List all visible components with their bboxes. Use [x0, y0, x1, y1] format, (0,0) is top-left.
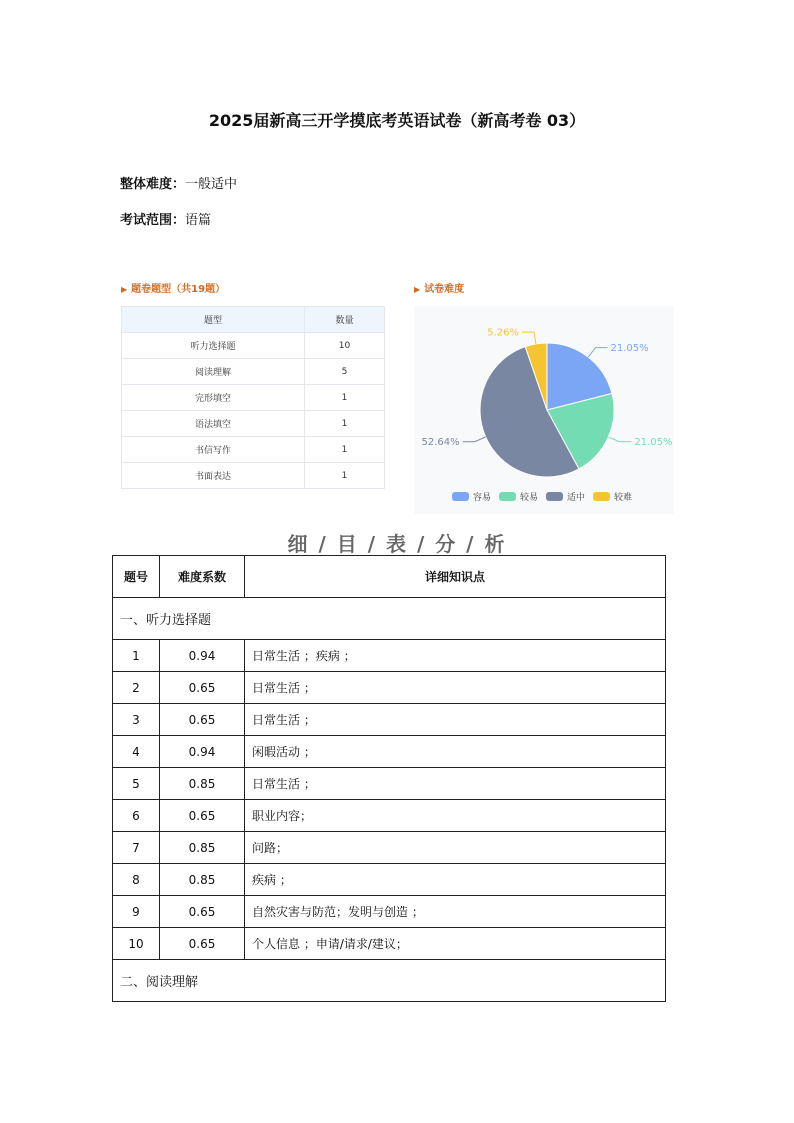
- pie-data-label: 52.64%: [421, 437, 460, 449]
- question-no: 1: [113, 640, 160, 672]
- qtype-col-type: 题型: [122, 307, 305, 333]
- knowledge-points: 日常生活 ；: [245, 704, 666, 736]
- difficulty-coef: 0.65: [160, 928, 245, 960]
- table-row: [113, 896, 666, 928]
- qtype-count: 1: [304, 411, 384, 437]
- legend-label: 较难: [614, 493, 633, 503]
- knowledge-points: 日常生活 ；: [245, 672, 666, 704]
- knowledge-points: 个人信息 ；申请/请求/建议；: [245, 928, 666, 960]
- pie-svg: [414, 306, 674, 514]
- pie-data-label: 21.05%: [610, 343, 649, 355]
- qtype-col-count: 数量: [304, 307, 384, 333]
- difficulty-coef: 0.85: [160, 864, 245, 896]
- table-row: [113, 864, 666, 896]
- pie-leader-line: [522, 332, 536, 344]
- question-no: 10: [113, 928, 160, 960]
- knowledge-points: 疾病 ；: [245, 864, 666, 896]
- qtype-row: [122, 385, 385, 411]
- overall-difficulty: [120, 173, 237, 192]
- table-row: [113, 768, 666, 800]
- scope-label: 考试范围：: [120, 213, 186, 228]
- knowledge-points: 闲暇活动 ；: [245, 736, 666, 768]
- pie-data-label: 5.26%: [487, 327, 520, 339]
- section-label: 一、听力选择题: [113, 598, 666, 640]
- knowledge-points: 问路；: [245, 832, 666, 864]
- qtype-row: [122, 359, 385, 385]
- table-row: [113, 736, 666, 768]
- legend-swatch: [452, 492, 469, 501]
- triangle-right-icon: ▶: [414, 285, 421, 294]
- question-no: 3: [113, 704, 160, 736]
- triangle-right-icon: ▶: [121, 285, 128, 294]
- qtype-name: 语法填空: [122, 411, 305, 437]
- question-no: 9: [113, 896, 160, 928]
- qtype-heading-text: 题卷题型（共19题）: [131, 284, 226, 295]
- legend-swatch: [499, 492, 516, 501]
- legend-label: 较易: [520, 493, 539, 503]
- col-question-no: 题号: [113, 556, 160, 598]
- difficulty-pie-chart: [414, 306, 674, 514]
- table-row: [113, 832, 666, 864]
- col-difficulty-coef: 难度系数: [160, 556, 245, 598]
- qtype-count: 1: [304, 385, 384, 411]
- question-no: 2: [113, 672, 160, 704]
- question-no: 6: [113, 800, 160, 832]
- pie-leader-line: [588, 348, 607, 357]
- table-row: [113, 672, 666, 704]
- difficulty-coef: 0.65: [160, 704, 245, 736]
- qtype-row: [122, 437, 385, 463]
- difficulty-coef: 0.94: [160, 736, 245, 768]
- qtype-heading: [121, 280, 225, 295]
- difficulty-coef: 0.94: [160, 640, 245, 672]
- question-no: 4: [113, 736, 160, 768]
- section-row-listening: [113, 598, 666, 640]
- difficulty-coef: 0.65: [160, 896, 245, 928]
- qtype-name: 书面表达: [122, 463, 305, 489]
- qtype-count: 10: [304, 333, 384, 359]
- section-label: 二、阅读理解: [113, 960, 666, 1002]
- scope-value: 语篇: [185, 213, 212, 228]
- qtype-row: [122, 411, 385, 437]
- pie-data-label: 21.05%: [634, 437, 673, 449]
- detail-table: [112, 555, 666, 1002]
- knowledge-points: 自然灾害与防范；发明与创造 ；: [245, 896, 666, 928]
- difficulty-heading-text: 试卷难度: [424, 284, 465, 295]
- qtype-row: [122, 333, 385, 359]
- pie-leader-line: [608, 437, 631, 442]
- qtype-table: [121, 306, 385, 489]
- page-title: 2025届新高三开学摸底考英语试卷（新高考卷 03）: [208, 111, 586, 130]
- knowledge-points: 日常生活 ；疾病 ；: [245, 640, 666, 672]
- knowledge-points: 日常生活 ；: [245, 768, 666, 800]
- qtype-count: 1: [304, 463, 384, 489]
- qtype-name: 书信写作: [122, 437, 305, 463]
- qtype-name: 听力选择题: [122, 333, 305, 359]
- difficulty-value: 一般适中: [185, 177, 238, 192]
- difficulty-coef: 0.65: [160, 800, 245, 832]
- detail-heading: 细 / 目 / 表 / 分 / 析: [287, 532, 507, 556]
- difficulty-coef: 0.65: [160, 672, 245, 704]
- legend-label: 容易: [473, 493, 492, 503]
- table-row: [113, 704, 666, 736]
- difficulty-heading: [414, 280, 464, 295]
- legend-swatch: [546, 492, 563, 501]
- legend-swatch: [593, 492, 610, 501]
- difficulty-coef: 0.85: [160, 832, 245, 864]
- question-no: 7: [113, 832, 160, 864]
- knowledge-points: 职业内容；: [245, 800, 666, 832]
- qtype-name: 完形填空: [122, 385, 305, 411]
- detail-header-row: [113, 556, 666, 598]
- qtype-count: 1: [304, 437, 384, 463]
- difficulty-coef: 0.85: [160, 768, 245, 800]
- qtype-name: 阅读理解: [122, 359, 305, 385]
- legend-label: 适中: [567, 493, 586, 503]
- table-row: [113, 800, 666, 832]
- difficulty-label: 整体难度：: [120, 177, 186, 192]
- exam-scope: [120, 209, 211, 228]
- table-row: [113, 640, 666, 672]
- qtype-count: 5: [304, 359, 384, 385]
- question-no: 8: [113, 864, 160, 896]
- table-row: [113, 928, 666, 960]
- col-knowledge-points: 详细知识点: [245, 556, 666, 598]
- question-no: 5: [113, 768, 160, 800]
- qtype-header-row: [122, 307, 385, 333]
- section-row-reading: [113, 960, 666, 1002]
- qtype-row: [122, 463, 385, 489]
- pie-leader-line: [463, 437, 486, 442]
